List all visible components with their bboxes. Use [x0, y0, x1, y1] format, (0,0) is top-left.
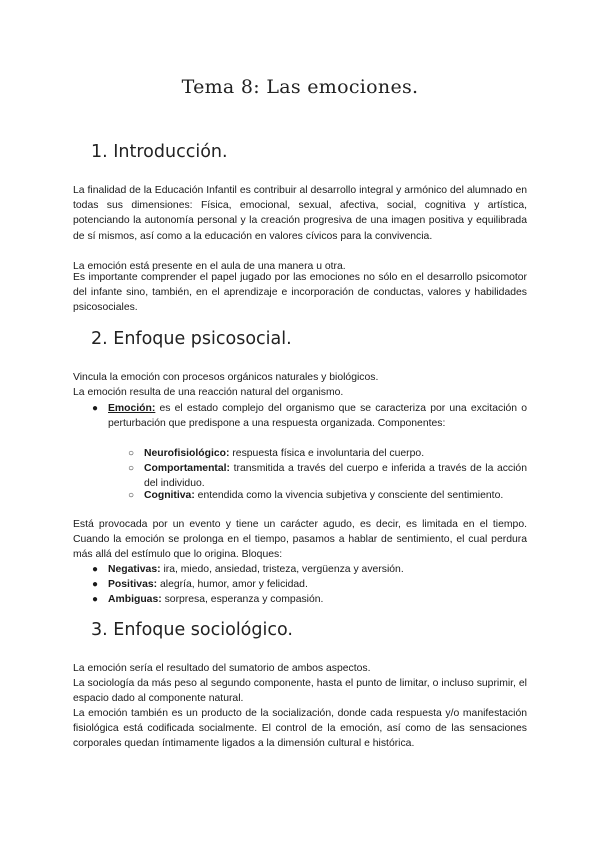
- paragraph: La emoción está presente en el aula de una manera u otra.: [73, 261, 346, 272]
- paragraph: La sociología da más peso al segundo componente, hasta el punto de limitar, o incluso suprimir, el espacio dado al componente natural.: [73, 678, 527, 705]
- list-item-component: [128, 446, 527, 461]
- paragraph: Está provocada por un evento y tiene un carácter agudo, es decir, es limitada en el tiempo. Cuando la emoción se prolonga en el tiempo, pasamos a hablar de sentimiento, el cual perdura más allá del estímulo que lo origina. Bloques:: [73, 519, 527, 561]
- term: Neurofisiológico:: [144, 448, 230, 459]
- section-heading-psicosocial: 2. Enfoque psicosocial.: [91, 329, 292, 349]
- definition: transmitida a través del cuerpo e inferida a través de la acción del individuo.: [144, 463, 527, 490]
- paragraph: La emoción sería el resultado del sumatorio de ambos aspectos.: [73, 663, 371, 674]
- definition: ira, miedo, ansiedad, tristeza, vergüenza y aversión.: [160, 564, 404, 575]
- list-item-component: [128, 488, 527, 503]
- list-item-block: [92, 592, 527, 607]
- circle-bullet-icon: ○: [128, 490, 135, 501]
- bullet-icon: ●: [92, 564, 99, 575]
- document-title: Tema 8: Las emociones.: [181, 76, 419, 98]
- term: Emoción:: [108, 403, 156, 414]
- paragraph: La emoción también es un producto de la socialización, donde cada respuesta y/o manifestación fisiológica está codificada socialmente. El control de la emoción, así como de las sensaciones corporales quedan íntimamente ligados a la dimensión cultural e histórica.: [73, 708, 527, 750]
- term: Ambiguas:: [108, 594, 162, 605]
- term: Cognitiva:: [144, 490, 195, 501]
- list-item-emocion: [92, 401, 527, 431]
- section-heading-introduccion: 1. Introducción.: [91, 142, 228, 162]
- paragraph: La emoción resulta de una reacción natural del organismo.: [73, 387, 344, 398]
- list-item-component: [128, 461, 527, 491]
- paragraph: Es importante comprender el papel jugado por las emociones no sólo en el desarrollo psicomotor del infante sino, también, en el aprendizaje e incorporación de conductas, valores y habilidades psicosociales.: [73, 272, 527, 314]
- definition: alegría, humor, amor y felicidad.: [157, 579, 308, 590]
- paragraph: La finalidad de la Educación Infantil es contribuir al desarrollo integral y armónico del alumnado en todas sus dimensiones: Física, emocional, sexual, afectiva, social, cognitiva y artística, potenciando la autonomía personal y la creación progresiva de una imagen positiva y equilibrada de sí mismos, así como a la educación en valores cívicos para la convivencia.: [73, 185, 527, 242]
- circle-bullet-icon: ○: [128, 448, 135, 459]
- term: Comportamental:: [144, 463, 231, 474]
- term: Negativas:: [108, 564, 161, 575]
- definition: entendida como la vivencia subjetiva y consciente del sentimiento.: [194, 490, 504, 501]
- bullet-icon: ●: [92, 579, 99, 590]
- list-item-block: [92, 577, 527, 592]
- circle-bullet-icon: ○: [128, 463, 135, 474]
- section-heading-sociologico: 3. Enfoque sociológico.: [91, 620, 293, 640]
- list-item-block: [92, 562, 527, 577]
- term: Positivas:: [108, 579, 158, 590]
- paragraph: Vincula la emoción con procesos orgánicos naturales y biológicos.: [73, 372, 379, 383]
- bullet-icon: ●: [92, 403, 99, 414]
- definition: respuesta física e involuntaria del cuerpo.: [229, 448, 425, 459]
- definition: sorpresa, esperanza y compasión.: [161, 594, 324, 605]
- definition: es el estado complejo del organismo que se caracteriza por una excitación o perturbación que predispone a una respuesta organizada. Componentes:: [108, 403, 527, 430]
- bullet-icon: ●: [92, 594, 99, 605]
